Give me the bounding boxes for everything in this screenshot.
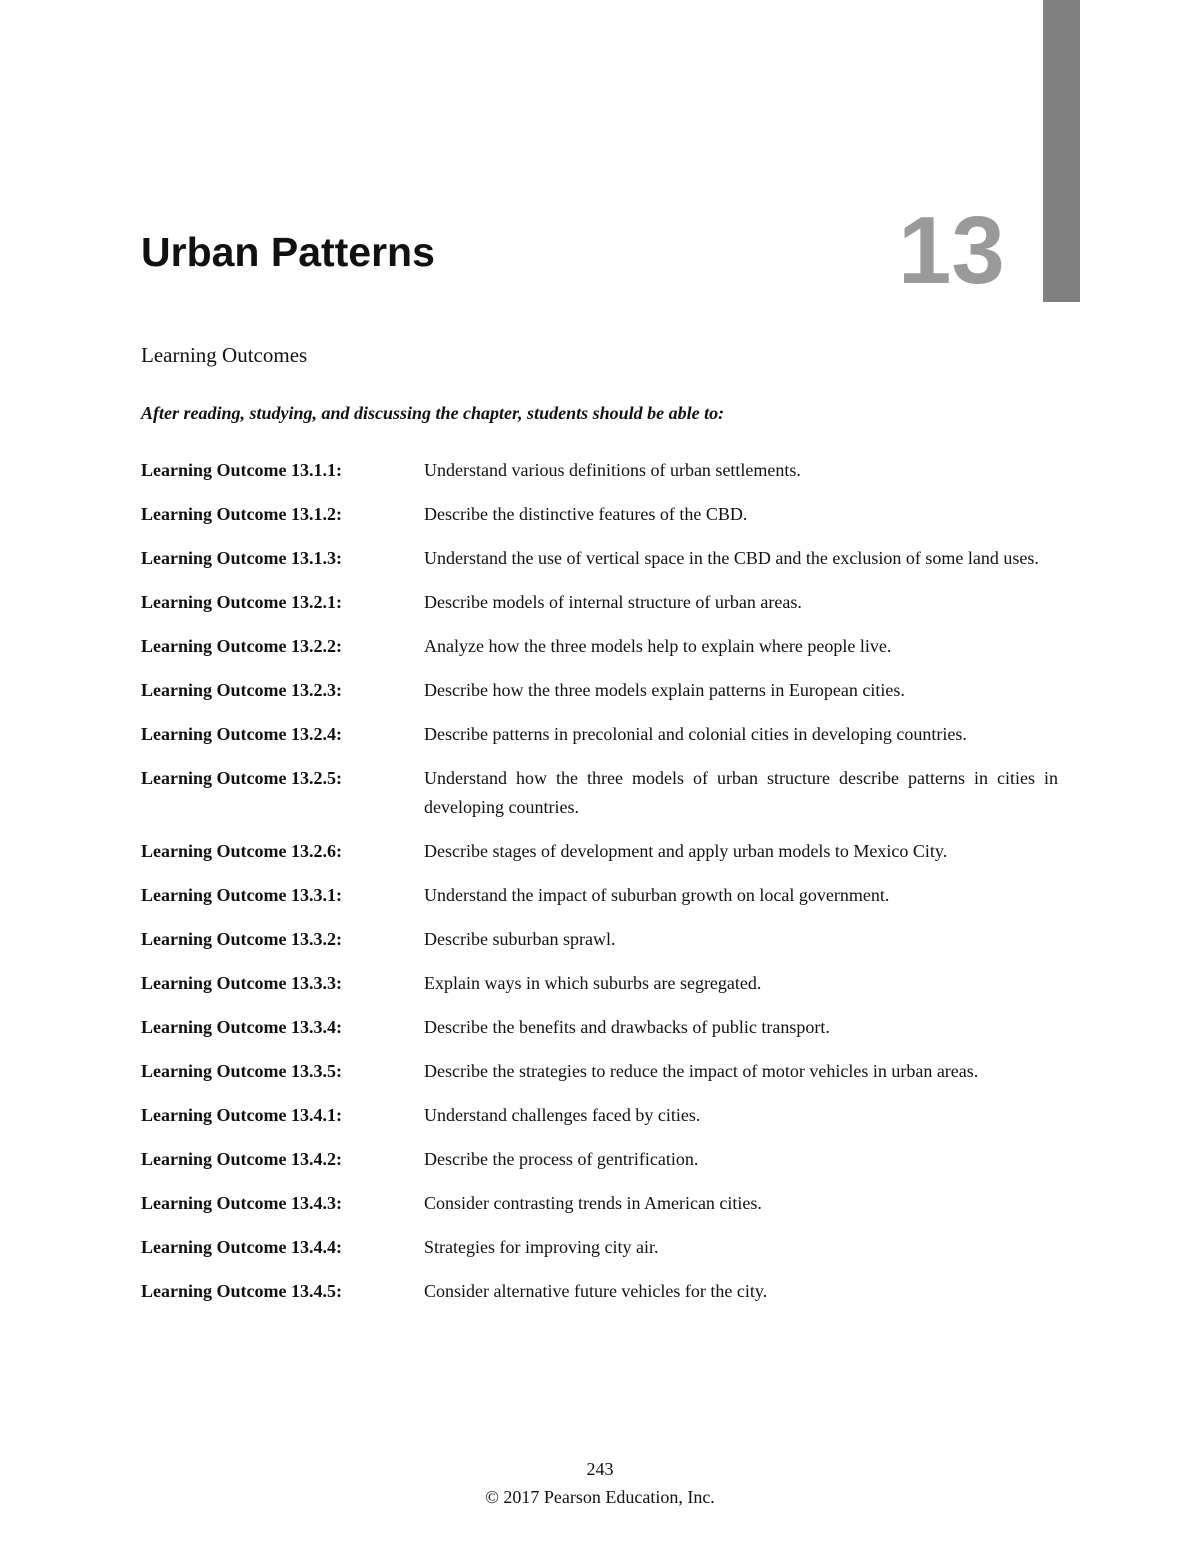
chapter-title: Urban Patterns <box>141 229 435 275</box>
learning-outcome-label: Learning Outcome 13.1.2: <box>141 504 342 524</box>
learning-outcome-text: Describe how the three models explain patterns in European cities. <box>424 680 905 700</box>
learning-outcome-text: Describe suburban sprawl. <box>424 928 616 949</box>
chapter-number: 13 <box>898 197 1005 304</box>
learning-outcome-row <box>141 1189 1058 1218</box>
learning-outcome-text: Understand the use of vertical space in the CBD and the exclusion of some land uses. <box>424 548 1039 568</box>
intro-text: After reading, studying, and discussing the chapter, students should be able to: <box>141 403 725 423</box>
copyright-notice: © 2017 Pearson Education, Inc. <box>485 1487 715 1507</box>
chapter-side-bar <box>1043 0 1080 302</box>
learning-outcome-label: Learning Outcome 13.4.2: <box>141 1148 342 1169</box>
learning-outcome-row <box>141 456 1058 485</box>
learning-outcome-label: Learning Outcome 13.2.4: <box>141 724 342 744</box>
learning-outcome-label: Learning Outcome 13.1.1: <box>141 460 342 480</box>
learning-outcome-text: Understand various definitions of urban settlements. <box>424 460 801 480</box>
learning-outcome-text: Describe patterns in precolonial and colonial cities in developing countries. <box>424 724 967 744</box>
learning-outcome-label: Learning Outcome 13.2.1: <box>141 592 342 612</box>
learning-outcome-row <box>141 764 1058 821</box>
learning-outcome-text: Understand the impact of suburban growth on local government. <box>424 884 890 905</box>
learning-outcome-text: Describe the distinctive features of the CBD. <box>424 504 748 524</box>
learning-outcome-label: Learning Outcome 13.3.4: <box>141 1016 342 1037</box>
page-footer <box>0 1455 1200 1511</box>
learning-outcome-text: Understand how the three models of urban structure describe patterns in cities in developing countries. <box>424 768 1058 817</box>
learning-outcome-label: Learning Outcome 13.3.3: <box>141 972 342 993</box>
learning-outcome-text: Explain ways in which suburbs are segregated. <box>424 972 762 993</box>
learning-outcome-text: Consider contrasting trends in American cities. <box>424 1192 762 1213</box>
learning-outcome-text: Strategies for improving city air. <box>424 1236 659 1257</box>
learning-outcome-label: Learning Outcome 13.3.1: <box>141 884 342 905</box>
learning-outcome-label: Learning Outcome 13.4.4: <box>141 1236 342 1257</box>
learning-outcome-text: Understand challenges faced by cities. <box>424 1104 701 1125</box>
learning-outcome-row <box>141 544 1058 573</box>
learning-outcome-text: Describe the process of gentrification. <box>424 1148 699 1169</box>
learning-outcome-row <box>141 1013 1058 1042</box>
learning-outcome-row <box>141 881 1058 910</box>
learning-outcome-text: Describe the strategies to reduce the impact of motor vehicles in urban areas. <box>424 1060 979 1081</box>
learning-outcome-row <box>141 1145 1058 1174</box>
learning-outcome-row <box>141 837 1058 866</box>
learning-outcomes-list <box>141 456 1058 1321</box>
learning-outcome-label: Learning Outcome 13.4.3: <box>141 1192 342 1213</box>
learning-outcome-text: Consider alternative future vehicles for the city. <box>424 1280 768 1301</box>
learning-outcome-label: Learning Outcome 13.2.6: <box>141 840 342 861</box>
section-heading: Learning Outcomes <box>141 343 308 367</box>
learning-outcome-text: Describe stages of development and apply urban models to Mexico City. <box>424 840 948 861</box>
learning-outcome-label: Learning Outcome 13.1.3: <box>141 548 342 568</box>
learning-outcome-row <box>141 1057 1058 1086</box>
learning-outcome-label: Learning Outcome 13.2.2: <box>141 636 342 656</box>
learning-outcome-row <box>141 969 1058 998</box>
learning-outcome-text: Analyze how the three models help to explain where people live. <box>424 636 892 656</box>
learning-outcome-row <box>141 588 1058 617</box>
learning-outcome-row <box>141 720 1058 749</box>
learning-outcome-label: Learning Outcome 13.3.5: <box>141 1060 342 1081</box>
learning-outcome-label: Learning Outcome 13.4.1: <box>141 1104 342 1125</box>
learning-outcome-label: Learning Outcome 13.2.3: <box>141 680 342 700</box>
learning-outcome-row <box>141 500 1058 529</box>
learning-outcome-row <box>141 1101 1058 1130</box>
learning-outcome-label: Learning Outcome 13.3.2: <box>141 928 342 949</box>
learning-outcome-text: Describe the benefits and drawbacks of public transport. <box>424 1016 830 1037</box>
learning-outcome-row <box>141 1233 1058 1262</box>
learning-outcome-label: Learning Outcome 13.4.5: <box>141 1280 342 1301</box>
learning-outcome-row <box>141 925 1058 954</box>
learning-outcome-text: Describe models of internal structure of urban areas. <box>424 592 802 612</box>
page-number: 243 <box>586 1459 614 1479</box>
learning-outcome-row <box>141 1277 1058 1306</box>
learning-outcome-row <box>141 632 1058 661</box>
learning-outcome-row <box>141 676 1058 705</box>
learning-outcome-label: Learning Outcome 13.2.5: <box>141 768 342 788</box>
